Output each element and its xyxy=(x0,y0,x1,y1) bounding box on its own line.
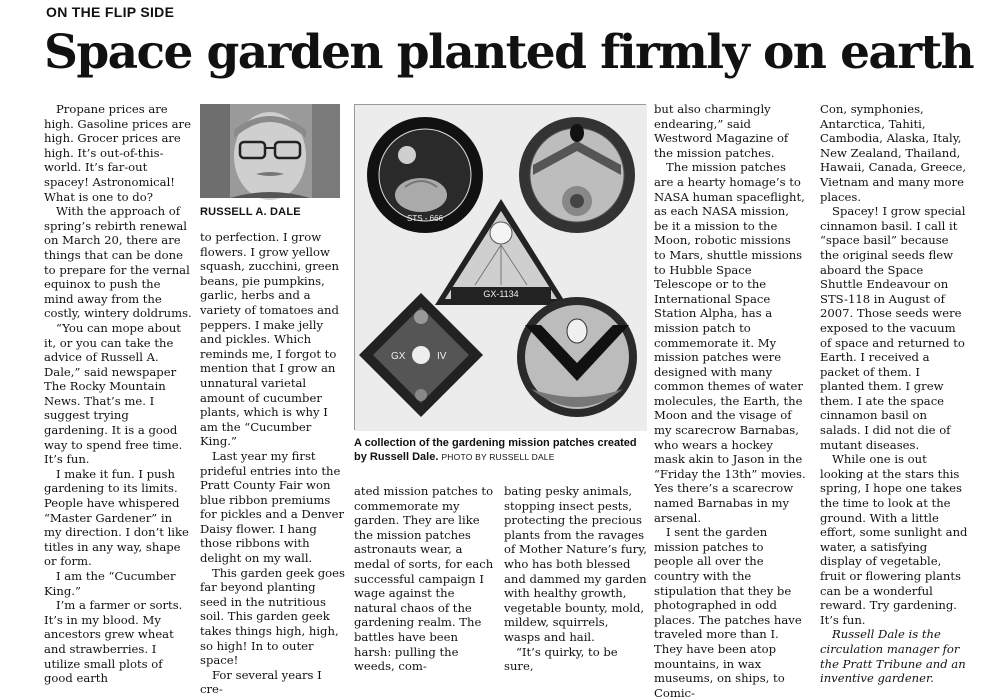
section-kicker: ON THE FLIP SIDE xyxy=(46,4,175,20)
patch-earth-v-icon xyxy=(517,297,637,417)
paragraph: “It’s quirky, to be sure, xyxy=(504,644,618,674)
byline: RUSSELL A. DALE xyxy=(200,206,301,218)
paragraph: I make it fun. I push gardening to its limits. People have whispered “Master Gardener” in my direction. I don’t like titles in any way, shape or form. xyxy=(44,466,189,569)
paragraph: Con, symphonies, Antarctica, Tahiti, Cambodia, Alaska, Italy, New Zealand, Thailand, Hawaii, Canada, Greece, Vietnam and many more places. xyxy=(820,102,967,204)
paragraph: Spacey! I grow special cinnamon basil. I call it “space basil” because the original seeds flew aboard the Space Shuttle Endeavour on STS-118 in August of 2007. Those seeds were exposed to the vacuum of space and returned to Earth. I received a packet of them. I planted them. I grew them. I ate the space cinnamon basil on salads. I did not die of mutant diseases. xyxy=(820,204,966,452)
article-column-1 xyxy=(44,102,192,686)
photo-caption xyxy=(354,436,646,464)
paragraph: This garden geek goes far beyond planting seed in the nutritious soil. This garden geek takes things high, high, so high! In to outer space! xyxy=(200,565,345,668)
mission-patches-illustration xyxy=(355,105,647,431)
mission-patches-photo xyxy=(354,104,646,430)
patch-iv-label: IV xyxy=(437,351,447,362)
paragraph: but also charmingly endearing,” said Westword Magazine of the mission patches. xyxy=(654,102,789,160)
headline: Space garden planted firmly on earth xyxy=(44,25,974,80)
paragraph: Last year my first prideful entries into the Pratt County Fair won blue ribbon premiums for pickles and a Denver Daisy flower. I hang those ribbons with delight on my wall. xyxy=(200,448,345,566)
article-column-2 xyxy=(200,230,346,697)
author-photo xyxy=(200,104,340,198)
paragraph: Propane prices are high. Gasoline prices are high. Grocer prices are high. It’s out-of-this-world. It’s far-out spacey! Astronomical! What is one to do? xyxy=(44,102,191,204)
author-bio: Russell Dale is the circulation manager for the Pratt Tribune and an inventive gardener. xyxy=(820,627,966,686)
paragraph: I’m a farmer or sorts. It’s in my blood. My ancestors grew wheat and strawberries. I utilize small plots of good earth xyxy=(44,598,183,686)
patch-sts-label: STS - 666 xyxy=(406,214,444,223)
patch-sunflower-icon xyxy=(519,117,635,233)
paragraph: For several years I cre- xyxy=(200,667,322,697)
article-column-6 xyxy=(820,102,968,686)
paragraph: While one is out looking at the stars this spring, I hope one takes the time to look at the ground. With a little effort, some sunlight and water, a satisfying display of vegetable, fruit or flowering plants can be a wonderful reward. Try gardening. It’s fun. xyxy=(820,452,968,627)
paragraph: ated mission patches to commemorate my garden. They are like the mission patches astronauts wear, a medal of sorts, for each successful campaign I wage against the natural chaos of the gardening realm. The battles have been harsh: pulling the weeds, com- xyxy=(354,484,494,674)
patch-gx1134-label: GX-1134 xyxy=(483,289,519,299)
paragraph: bating pesky animals, stopping insect pests, protecting the precious plants from the ravages of Mother Nature’s fury, who has both blessed and dammed my garden with healthy growth, vegetable bounty, mold, mildew, squirrels, wasps and hail. xyxy=(504,484,647,644)
author-portrait-image xyxy=(200,104,340,198)
paragraph: I am the “Cucumber King.” xyxy=(44,569,176,598)
caption-text: A collection of the gardening mission patches created by Russell Dale. xyxy=(354,437,637,463)
paragraph: The mission patches are a hearty homage’s to NASA human spaceflight, as each NASA mission, be it a mission to the Moon, robotic missions to Mars, shuttle missions to Hubble Space Telescope or to the International Space Station Alpha, has a mission patch to commemorate it. My mission patches were designed with many common themes of water molecules, the Earth, the Moon and the visage of my scarecrow Barnabas, who wears a hockey mask akin to Jason in the “Friday the 13th” movies. Yes there’s a scarecrow named Barnabas in my arsenal. xyxy=(654,160,806,525)
article-column-3 xyxy=(354,484,497,674)
patch-gx-label: GX xyxy=(391,351,406,362)
article-column-5 xyxy=(654,102,806,700)
paragraph: With the approach of spring’s rebirth renewal on March 20, there are things that can be done to prepare for the vernal equinox to push the mind away from the costly, wintery doldrums. xyxy=(44,204,192,321)
patch-sts-icon xyxy=(367,117,483,233)
paragraph: “You can mope about it, or you can take the advice of Russell A. Dale,” said newspaper The Rocky Mountain News. That’s me. I suggest trying gardening. It is a good way to spend free time. It’s fun. xyxy=(44,320,183,467)
article-column-4 xyxy=(504,484,647,674)
paragraph: I sent the garden mission patches to people all over the country with the stipulation that they be photographed in odd places. The patches have traveled more than I. They have been atop mountains, in wax museums, on ships, to Comic- xyxy=(654,525,802,700)
photo-credit: PHOTO BY RUSSELL DALE xyxy=(441,452,555,462)
paragraph: to perfection. I grow flowers. I grow yellow squash, zucchini, green beans, pie pumpkins, garlic, herbs and a variety of tomatoes and peppers. I make jelly and pickles. Which reminds me, I forgot to mention that I grow an unnatural varietal amount of cucumber plants, which is why I am the “Cucumber King.” xyxy=(200,230,339,449)
